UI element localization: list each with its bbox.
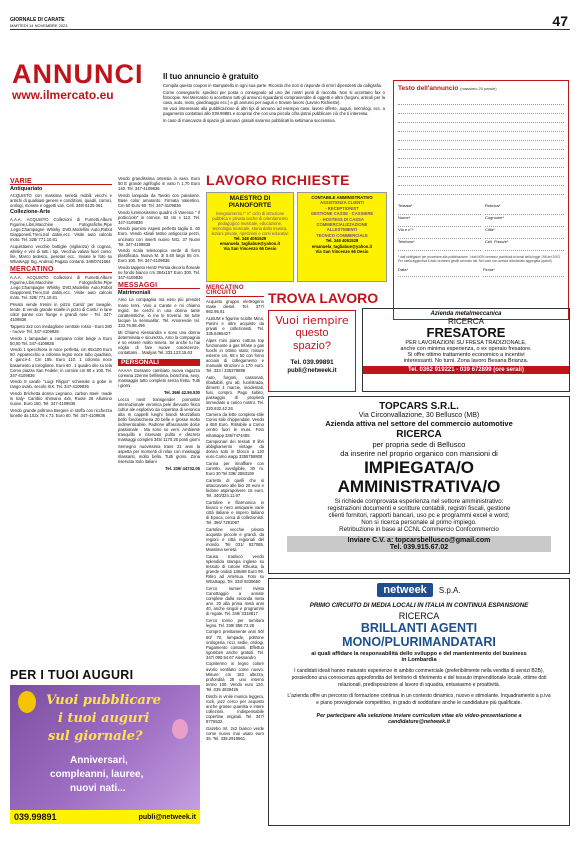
coupon-field[interactable] [398, 239, 481, 251]
top-title: AMMINISTRATIVA/O [337, 477, 501, 496]
list-item: Alpes mini piano cottura top funzionante a gas trifase a gas fuochi in ottimo stato; misure esterne cm. 68 x 50 con forno acciaio di collegamento e manuale struzioni a 170 euro. Tel. 333 / 335378898 [206, 337, 264, 374]
vuoi-email[interactable]: publi@netweek.it [287, 368, 337, 374]
contab-tel: Tel. 348 4051529 [325, 238, 359, 244]
list-item: A.A.A. ACQUISTO Collezioni di Fumetti,Album Figurine,Libri,Macchine Fotografiche,Pipe ,Lego,Champagne Whisky DVD,Modellini Auto,Robot Giapponesi,Treni,Sol datini,ecc. Visite auto calcolo moto. Tel. 328/ 771.10.81 [10, 216, 112, 242]
fres-line: interessanti. No turni. Zona lavoro Besana Brianza. [403, 358, 529, 364]
contab-line: - HOSTESS DI CASSA [320, 216, 364, 222]
list-item: Canna per innaffiare con carrello, avvolgibile, 30 m. Euro 30 Tel 338/ 2583169 [206, 461, 264, 477]
vuoi-line: questo [295, 327, 329, 339]
field-label: Nome* [398, 215, 411, 220]
list-item: A.A.A. ACQUISTO Collezioni di Fumetti,Album Figurine,Libri,Macchine Fotografiche,Pipe ,Lego,Champagne Whisky DVD,Modellini Auto,Robot Giapponesi,Treni,Sol datini,ecc. Visite auto calcolo moto. Tel. 328/ 771.10.81 [10, 275, 112, 301]
list-item: Vendo grande poltrona Bergere in stoffa con ricchezza lunette da 102x 78 x 73. Euro 60. Tel. 347-4109836 [10, 407, 112, 418]
list-item-phone: Tel. 366/ 42.56.530 [163, 389, 200, 395]
coupon-field[interactable] [485, 215, 564, 227]
coupon-fields [398, 203, 564, 251]
list-item: Vendo luminosissimo quadro di Varenna " Il porticciolo" in cornice. 63 cm x 113. Tel. 347-4109836 [118, 209, 200, 225]
list-item: Mi Chiamo Alessandra e sono una donna determinata e sicurezza. Amo la compagnia e so essere molto tenera. Se anche tu hai voglia di fare nuove conoscenze, contattami... Madyas Tel. 333.123.15.63 [118, 329, 200, 355]
netweek-logo: netweek [377, 583, 432, 597]
list-item: Vendo scala telescopica verde di ferro plastificata. Nuova M. 3/ 5.60 largo 55 cm. Euro 100. Tel. 347-4109836 [118, 248, 200, 264]
contab-title: CONTABILE AMMINISTRATIVO [311, 195, 373, 200]
list-item: Tappeto 3x2 con medaglione centrale rosso - Euro 280 - nuovo- Tel. 347-4109836 [10, 323, 112, 334]
list-item: Vendo piumino Aspesi perfetto taglia S. 60 Euro. Vendo stivali tattoo antigoccia pezzi, uncinato con inserti nuovo N41. 37 Nuovi Tel. 347-4109836 [118, 226, 200, 247]
nw-email[interactable]: candidature@netweek.it [388, 718, 450, 725]
list-item: Cerco tornio per tornitura legno. Tel. 339/ 858.72.26 [206, 617, 264, 628]
top-cerca: RICERCA [396, 429, 442, 440]
coupon-line[interactable] [398, 114, 564, 123]
maestro-email: emanuela_tagliabue@yahoo.it [219, 241, 281, 246]
subsection-collezione: Collezione-Arte [10, 209, 51, 216]
issue-date: MARTEDÌ 14 NOVEMBRE 2023 [10, 23, 68, 28]
coupon-fields-right [481, 203, 564, 251]
annunci-logo [12, 60, 162, 102]
list-item: Cartoline vecchie privato acquista piccole e grandi. da regioni e città regionali del mondo. Tel 031/ 927085. Massima serietà [206, 526, 264, 552]
maestro-tel: Tel. 348 4051529 [233, 236, 267, 241]
list-item: Acquisto gruppo elettrogeno ntase diesel. Tel. 377/ 982.95.91 [206, 299, 264, 315]
fres-tel[interactable]: Tel. 0362 919221 - 039 672899 (ore serali) [363, 366, 569, 374]
nw-paragraph: L'azienda offre un percorso di formazione continua in un contesto dinamico, nuovo e stimolante. Inquadramento a p.iva e piano provvigionale competitivo, in grado di soddisfare anche le candidature più qualificate. [287, 693, 551, 707]
top-req: Si richiede comprovata esperienza nel settore amministrativo: [334, 498, 504, 505]
trova-lavoro-title: TROVA LAVORO [268, 290, 379, 306]
coupon-note: * dati obbligatori per procedere alla pubblicazione. I dati NON verranno pubblicati ai sensi della legge 196 del 2003. Per tutela aggiuntiva il dato verranno gestiti secondo tali. Nel caso non avesse allontanato aggregata (quindi). [398, 255, 561, 263]
contabile-ad [297, 192, 387, 282]
top-tel[interactable]: Tel. 039.915.67.02 [389, 544, 449, 551]
coupon-field[interactable] [485, 203, 564, 215]
gratuito-p2: Come consegnarlo: spedisci per posta o consegnalo ad uno dei nostri punti di raccolta. Non si accettano fax o fotocopie. Nel Mercatino si accettano tutti gli annunci riguardanti compravendite di oggetti e altro (furgoni, articoli per la casa, auto, moto, giardinaggio ecc.) e gli annunci per auguri e trovare lavoro (Lavoro Richieste). [163, 89, 385, 105]
nw-line: ai quali affidare la responsabilità dello sviluppo e del mantenimento del business [311, 651, 527, 657]
top-cv[interactable]: Inviare C.V. a: topcarsbellusco@gmail.com [347, 537, 491, 544]
list-item: Lecco novit transgender pornostar internazionale veronica pele dievuoto fisico cultur ale esplosivo da copertina di veronica alta m cappelli lunghi biondi Mozzafiato bello fondoschiena 20 belle e grosse molto indimenticabile. Padrone affascinante dolce passionale . Ma sono so verri. Ambiente tranquillo e riservato pulito e discreto massaggi completi 345/ 1170.25 ponti giorni [118, 396, 200, 443]
field-label: Telefono* [398, 239, 415, 244]
coupon-line[interactable] [398, 132, 564, 141]
vuoi-tel[interactable]: Tel. 039.99891 [290, 359, 334, 366]
coupon-line[interactable] [398, 186, 564, 195]
coupon-line[interactable] [398, 177, 564, 186]
field-label: Rubrica* [485, 203, 501, 208]
coupon-hint: (massimo 20 parole) [460, 86, 497, 91]
list-item: Vendo 1 lampadari a campana color beige a Euro 50,00 Tel. 347-4109836 [10, 335, 112, 346]
lavoro-richieste-ads [206, 192, 388, 282]
paper-name: GIORNALE DI CARATE [10, 17, 65, 23]
contab-line: - RECEPTIONIST [325, 205, 359, 211]
coupon-text-lines[interactable] [398, 96, 564, 195]
list-item: Vendo lampada da Tavolo con paralume. Base color amaranto. Firmata Valentino. Cm 60 Euro 90. Tel. 347-4109836 [118, 192, 200, 208]
vuoi-line: spazio? [293, 340, 331, 352]
balloon-icon [18, 691, 36, 713]
auguri-ad [10, 668, 200, 826]
coupon-line[interactable] [398, 141, 564, 150]
field-label: Cell. Fisso/e* [485, 239, 509, 244]
top-title: IMPIEGATA/O [364, 458, 474, 477]
topcars-ad [268, 396, 570, 574]
auguri-contacts [10, 810, 200, 824]
annunci-title: ANNUNCI [12, 59, 144, 89]
list-item: Vendo 1 specchiera in noce perfetta, cm 65x100 Euro 50. Apparecchio a colonna legno noce tubo quadrato, 4 ganci+4. Cm 185. Euro 110. 1 colonna noce basamento a toroglione. Euro 60 . 1 quadro olio su tela Como piazza San Fedele; in cornice cm 80 x 100. Tel. 347-4109836 [10, 347, 112, 378]
coupon-line[interactable] [398, 96, 564, 105]
coupon-line[interactable] [398, 105, 564, 114]
coupon-field[interactable] [485, 227, 564, 239]
list-item: Campionari dei tessuti 8 libri abbigliamento vintage da donna solo in blocco a 120 euro.Como wapp 3355758808 [206, 439, 264, 460]
list-item: Amo La compagnia ma esso più prendet mano terni. Vivo a Carate e mi chiamo Ingrid. Se cerchi in una donna tante caratteristiche, io me le troverai. Se tutte tacque la sensualita'. Tel. Amorevole tel. 333.76.88.496 [118, 297, 200, 328]
list-item: Causa trasloco vendo splendida stampa inglese su tessuto di cotone IOkuisa, la grande ondati 138x86 Euro 99. Ritiro ad Arte/sua. Foto su Whatsapp. Tel. 333/ 9339650 [206, 553, 264, 585]
coupon-title: Testo dell'annuncio [398, 85, 459, 92]
netweek-spa: S.p.A. [438, 585, 461, 595]
contab-line: COMMERCIALIZZAZIONE [316, 222, 368, 228]
coupon-line[interactable] [398, 168, 564, 177]
page-header [10, 13, 570, 30]
coupon-field[interactable] [398, 215, 481, 227]
nw-line: PRIMO CIRCUITO DI MEDIA LOCALI IN ITALIA IN CONTINUA ESPANSIONE [309, 602, 529, 609]
column-1 [10, 176, 112, 661]
list-item: Cerco numeri rivista Canottaggio a annate complete dalla seconda meta ann. 20 alla prima metà anni 40, anche singoli e programmi di regate. Tel. 349/ 3318817 [206, 585, 264, 617]
maestro-addr: Via San Vincenzo 66 Desio [223, 246, 277, 251]
list-item: Compro prestamente anni 50/ 60/ 70, lampade, poltrone orologeria, ricci, sedie, orologi. Pagamento contanti. Effettuo sgomberi anche gratuiti. Tel. 347/ 090.54.67 Alessandro [206, 629, 264, 660]
list-item: Vendo tappeto Hentz Persia decorio floreale su fondo bianco cm 384x157 Euro 300. Tel. 347-4109836 [118, 265, 200, 281]
top-company: TOPCARS S.R.L. [379, 401, 459, 412]
nw-paragraph: Per partecipare alla selezione inviare curriculum vitae e/o video-presentazione a [316, 712, 522, 719]
column-3 [206, 283, 264, 823]
lavoro-richieste-section [206, 172, 388, 282]
auguri-l2: i tuoi auguri [58, 711, 150, 726]
list-item: Gazebo mt. 2x2 bianco verde come nuovo mai usato euro 45. Tel. 338.2919561 [206, 725, 264, 741]
nw-line: in Lombardia [401, 657, 437, 663]
auguri-l3: sul giornale? [48, 729, 143, 744]
auguri-phone[interactable]: 039.99891 [14, 812, 57, 822]
list-item: ACQUISTO con massima serietà mobili vecchi e antichi di qualsiasi genere e condizioni, quadri, cornici, orologi, monete e oggetti vari. Cell. 349/ 6125 061 [10, 193, 112, 209]
contab-line: ALLESTIMENTI [326, 227, 358, 233]
contab-email: emanuela_tagliabue@yahoo.it [311, 243, 373, 249]
list-item: Vendo grandissima ortensia in vaso. Euro 50 E grande agrifoglio in vaso h 1,70 Euro 140. Tel. 347-4109836 [118, 176, 200, 192]
auguri-l4: Anniversari, [70, 755, 128, 766]
top-addr: Via Circonvallazione, 30 Bellusco (MB) [358, 412, 480, 419]
maestro-title: MAESTRO DI PIANOFORTE [228, 195, 272, 209]
list-item-phone: Tel. 339/ 44732.05 [165, 465, 200, 471]
list-item: Cartoline e filarmonica in bianco e nero antiquarie varie città italiane e impero italiano di Epoca, cerca di collezionisti. Tel. 366/ 7291087 [206, 499, 264, 526]
netweek-logo-row [273, 583, 565, 597]
list-item: Auto, furgoni, cassonati, ribaltabili, gru ab, fuoristrada, dimenti 4 marcie, incidentati, fusi, compro. Pago subito, passaggio di proprietà immediato a carico nostro. Tel. 320.632.42.26 [206, 375, 264, 411]
coupon-fields-left [398, 203, 481, 251]
column-2 [118, 176, 200, 661]
field-label: Data* [398, 267, 409, 272]
maestro-body: insegnamento I° II° ciclo di istruzione pubblica e privata anche di orientamento pedagogico musicale, educazione, tecnologia musicale, storia della musica, lezioni private, ripetizioni e corsi educativi [211, 211, 289, 236]
top-contact-bar [287, 536, 551, 552]
coupon-date[interactable] [398, 267, 479, 277]
vuoi-line: Vuoi riempire [275, 314, 349, 327]
list-item: Vendo 8 carafe "Luigi Filippo" schienale a gobe in rango uvalo, secolo XIX. Tel. 347-4109836 [10, 379, 112, 390]
gratuito-text [163, 83, 385, 123]
lavoro-richieste-title: LAVORO RICHIESTE [206, 172, 350, 188]
nw-title: BRILLANTI AGENTI [360, 621, 478, 635]
list-item: Acquistiamo vecchie bottiglie (vigilanza) di cognac, whisky e vini di tutti i tipi. Vecchia valuta fuori corso: lire, Marco tedesco, pesetas ecc.. Inviate le foto su WhatsApp Sig. Andrea) Pagato contanti. 349/0741664 [10, 243, 112, 264]
nw-title: MONO/PLURIMANDATARI [342, 635, 496, 649]
contab-line: GESTIONE CASSE - CASSIERE [310, 211, 374, 217]
netweek-ad [268, 578, 570, 826]
maestro-ad [206, 192, 294, 282]
coupon-line[interactable] [398, 150, 564, 159]
section-mercatino: MERCATINO [10, 267, 112, 273]
coupon-line[interactable] [398, 159, 564, 168]
gratuito-p1: Compila questo coupon in stampatello in ogni sua parte. Ricorda che non si risponde di errori dipendenti da calligrafia. [163, 83, 383, 88]
list-item: Camera da letto completa stile Como stile chippendale. Vendo a 650 Euro. Ritirabile a Como centro fuori le mura. Foto whatsapp 335/7474485 [206, 412, 264, 438]
list-item: Copritermo in legno colore avorio ventilato come nuovo. Misure: cm 183 altezza, profondità 28 uno interno termo 100. Vendo euro 120. Tel. 035 4939426 [206, 661, 264, 692]
contab-line: TECNICO COMMERCIALE [316, 232, 368, 238]
page-number: 47 [552, 13, 568, 29]
contab-line: ASSISTENZA CLIENTI [320, 200, 364, 206]
coupon-signature[interactable] [483, 267, 564, 277]
section-varie: VARIE [10, 179, 112, 185]
gratuito-box [163, 72, 385, 152]
list-item: ALBUM e figurine sciolte Mina, Panini e altre acquisto da privati e collezionisti. Tel. 335.6365427 [206, 315, 264, 337]
nw-cerca: RICERCA [398, 611, 440, 621]
fres-company: Azienda metalmeccanica [430, 311, 502, 317]
nw-paragraph: I candidati ideali hanno maturato esperienze in ambito commerciale (preferibilmente nella vendita di servizi B2B), possiedono una conoscenza approfondita del territorio di riferimento e del tessuto imprenditoriale locale, ottime doti relazionali, predisposizione al lavoro di squadra, entusiasmo e proattività. [291, 668, 547, 688]
fresatore-ad [362, 308, 570, 392]
gratuito-title: Il tuo annuncio è gratuito [163, 72, 259, 81]
annunci-url[interactable]: www.ilmercato.eu [12, 88, 114, 102]
fres-line: PER LAVORAZIONI SU FRESA TRADIZIONALE, [405, 340, 527, 346]
coupon-form [393, 80, 569, 320]
top-line: per propria sede di Bellusco [372, 440, 466, 449]
fres-line: Si offre ottimo trattamento economico a incentivi [407, 352, 525, 358]
top-req: Retribuzione in base al CCNL Commercio Confcommercio [339, 526, 499, 533]
coupon-bottom [398, 267, 564, 277]
auguri-panel [10, 685, 200, 810]
field-label: Testata* [398, 203, 413, 208]
subsection-antiquariato: Antiquariato [10, 186, 43, 193]
auguri-l6: nuovi nati... [70, 783, 126, 794]
field-label: Cognome* [485, 215, 504, 220]
top-req: clienti fornitori, rapporti bancari, uso pc e programmi excel e word; [328, 512, 510, 519]
auguri-l5: compleanni, lauree, [50, 769, 144, 780]
vuoi-riempire-ad [268, 310, 356, 392]
list-item: AAAAA Gussano cambiato nuova ragazza coreana 22enne bellissima, bionchina, sexy, massaggio tutto completo senza fretta. Tutti i giorni. [118, 368, 200, 389]
section-mercatino-circuito: MERCATINO CIRCUITO [206, 286, 264, 297]
field-label: Via e n°* [398, 227, 414, 232]
auguri-title: PER I TUOI AUGURI [10, 668, 134, 682]
list-item: Privato vende trenini in pizzo Cantù' per tavaglie, tende. E vendo grande scialle in pizzo di Cantu' in lane color panne con frange e grandi rose - Tel. 347-4109836 [10, 301, 112, 323]
top-req: Non si ricerca personale al primo impiego. [361, 519, 477, 526]
auguri-l1: Vuoi pubblicare [46, 693, 161, 708]
fres-cerca: RICERCA [447, 317, 484, 326]
field-label: Firma* [483, 267, 495, 272]
list-item: Vendo Brichetta donna Legnano, carbon steel- made in Italy- Cambio shimano 4x5, Ruote 28 Allumino nuove. Euro 150. Tel. 347-4109836 [10, 390, 112, 407]
top-line: da inserire nel proprio organico con mansioni di [340, 449, 498, 458]
top-line: Azienda attiva nel settore del commercio automotive [325, 419, 513, 428]
fres-title: FRESATORE [426, 325, 506, 340]
list-item: Carretto di quelli che si attaccavano alle bici 20 euro e bidone aspirapolvere 15 euro. Tel. 340/324.11.97 [206, 477, 264, 499]
coupon-field[interactable] [398, 203, 481, 215]
coupon-field[interactable] [398, 227, 481, 239]
section-personali: PERSONALI [118, 359, 200, 366]
gratuito-p3: Se vuoi interessato alla pubblicazione di altri tipi di annunci ad esempio case, lavoro offerte, auguri, necrologi, ecc. a pagamento contattaci allo 039.99891 e scoprirai che con una piccola cifra potrai pubblicare ciò che ti interessa. [163, 106, 385, 117]
top-req: registrazioni documenti e scritture contabili, registri fiscali, gestione [327, 505, 511, 512]
fres-line: anche con minima esperienza, o ex operaio fresatore. [400, 346, 532, 352]
subsection-matrimoniali: Matrimoniali [118, 290, 151, 297]
coupon-line[interactable] [398, 123, 564, 132]
list-item: Semegno nuovissima trans 21 anni la aspetta per momenti di relax con massaggi rilassanti, molto bella. Tutti giorni. Zona riservata Solo italiani [118, 443, 200, 465]
gratuito-p4: In caso di mancanza di spazio gli annunci gratuiti saranno pubblicati la settimana successiva. [163, 118, 336, 124]
contab-addr: Via San Vincenzo 66 Desio [315, 249, 369, 255]
list-item: Dischi in vinile musica leggera, rock, jazz cerco per acquisto anche grosse quantita e intere collezioni. Indispensabile copertine originali. Tel. 347/ 9776532 [206, 693, 264, 724]
field-label: Città* [485, 227, 495, 232]
balloon-icon [172, 719, 188, 739]
section-messaggi: MESSAGGI [118, 283, 200, 289]
auguri-email[interactable]: publi@netweek.it [138, 813, 196, 821]
coupon-title-row [398, 85, 564, 92]
coupon-field[interactable] [485, 239, 564, 251]
